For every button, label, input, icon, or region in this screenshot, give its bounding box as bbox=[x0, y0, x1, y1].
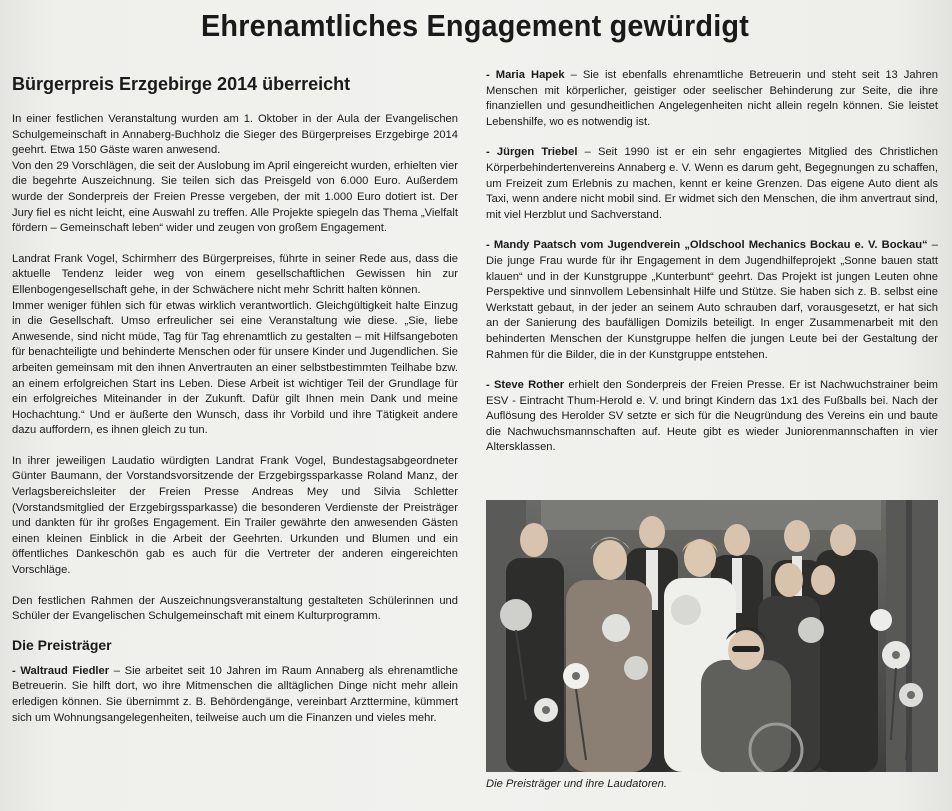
laureate-name: - Steve Rother bbox=[486, 379, 565, 392]
laureate-name: - Mandy Paatsch vom Jugendverein „Oldschool Mechanics Bockau e. V. Bockau“ bbox=[486, 239, 928, 252]
laureate-entry bbox=[486, 68, 938, 130]
laureate-name: - Maria Hapek bbox=[486, 69, 565, 81]
photo-caption: Die Preisträger und ihre Laudatoren. bbox=[486, 778, 667, 790]
paragraph: In einer festlichen Veranstaltung wurden am 1. Oktober in der Aula der Evangelischen Schulgemeinschaft in Annaberg-Buchholz die Sieger des Bürgerpreises Erzgebirge 2014 geehrt. Etwa 150 Gäste waren anwesend. bbox=[12, 113, 458, 157]
laureate-text: – Die junge Frau wurde für ihr Engagement in dem Jugendhilfeprojekt „Sonne bauen statt klauen“ und in der Kunstgruppe „Kunterbunt“ geehrt. Das Projekt ist jungen Leuten ohne Perspektive und sinnvollem Lebensinhalt Hilfe und Stütze. Sie haben sich z. B. selbst eine Werkstatt gebaut, in der jeder an seinem Auto schrauben darf, vorausgesetzt, er hat sich an der Sanierung des baufälligen Domizils beteiligt. In enger Zusammenarbeit mit den behinderten Menschen der Kunstgruppe helfen die jungen Leute bei der Gestaltung der Rahmen für die Bilder, die in der Kunstgruppe entstehen. bbox=[486, 239, 938, 361]
paragraph: Landrat Frank Vogel, Schirmherr des Bürgerpreises, führte in seiner Rede aus, dass die aktuelle Tendenz leider weg von einem gesellschaftlichen Gewissen hin zur Ellenbogengesellschaft gehe, in der Schwächere nicht mehr Schritt halten können. bbox=[12, 252, 458, 296]
laureate-text: – Sie arbeitet seit 10 Jahren im Raum Annaberg als ehrenamtliche Betreuerin. Sie hilft dort, wo ihre Mitmenschen die alltäglichen Dinge nicht mehr allein erledigen können. Sie übernimmt z. B. Behördengänge, vereinbart Arzttermine, kümmert sich um Wohnungsangelegenheiten, teilweise auch um die Finanzen und vieles mehr. bbox=[12, 664, 458, 724]
laureate-entry bbox=[486, 238, 938, 363]
laureate-entry bbox=[12, 664, 458, 726]
group-photo-illustration bbox=[486, 500, 938, 772]
laureate-text: erhielt den Sonderpreis der Freien Presse. Er ist Nachwuchstrainer beim ESV - Eintracht Thum-Herold e. V. und bringt Kindern das 1x1 des Fußballs bei. Nach der Auflösung des Herolder SV setzte er sich für die Neugründung des Vereins ein und baute die Nachwuchsmannschaften auf. Heute gibt es wieder Juniorenmannschaften in vier Altersklassen. bbox=[486, 379, 939, 454]
headline: Ehrenamtliches Engagement gewürdigt bbox=[201, 8, 749, 43]
section-heading-preistraeger: Die Preisträger bbox=[12, 636, 112, 653]
laureate-name: - Waltraud Fiedler bbox=[12, 664, 110, 677]
left-column bbox=[12, 72, 458, 726]
laureate-name: - Jürgen Triebel bbox=[486, 146, 578, 159]
bleed-right-margin bbox=[942, 0, 952, 811]
group-photo bbox=[486, 500, 938, 772]
laureate-text: – Sie ist ebenfalls ehrenamtliche Betreuerin und steht seit 13 Jahren Menschen mit körperlicher, geistiger oder seelischer Behinderung zur Seite, die ihre finanziellen und gesundheitlichen Angelegenheiten nicht allein regeln können. Sie leistet Lebenshilfe, wo es notwendig ist. bbox=[486, 69, 939, 128]
laureate-text: – Seit 1990 ist er ein sehr engagiertes Mitglied des Christlichen Körperbehindertenvereins Annaberg e. V. Wenn es darum geht, Begegnungen zu schaffen, um Freizeit zum Erlebnis zu machen, kennt er keine Grenzen. Das eigene Auto dient als Taxi, wenn andere nicht mobil sind. Er widmet sich den Menschen, die ihm anvertraut sind, mit viel Herzblut und Sachverstand. bbox=[486, 146, 939, 221]
right-column bbox=[486, 68, 938, 471]
bleed-left-margin bbox=[0, 0, 6, 811]
subheadline: Bürgerpreis Erzgebirge 2014 überreicht bbox=[12, 74, 351, 94]
laureate-entry bbox=[486, 378, 938, 456]
paragraph: In ihrer jeweiligen Laudatio würdigten Landrat Frank Vogel, Bundestagsabgeordneter Günter Baumann, der Vorstandsvorsitzende der Erzgebirgssparkasse Roland Manz, der Verlagsbereichsleiter der Freien Presse Andreas Mey und Silvia Schletter (Vorstandsmitglied der Erzgebirgssparkasse) die besonderen Verdienste der Preisträger und dankten für ihr großes Engagement. Ein Trailer gewährte den anwesenden Gästen einen kleinen Einblick in die Arbeit der Geehrten. Urkunden und Blumen und ein öffentliches Dankeschön gab es auch für die Vertreter der anderen eingereichten Vorschläge. bbox=[12, 454, 458, 577]
paragraph: Von den 29 Vorschlägen, die seit der Auslobung im April eingereicht wurden, erhielten vier die begehrte Auszeichnung. Sie teilen sich das Preisgeld von 6.000 Euro. Außerdem wurde der Sonderpreis der Freien Presse vergeben, der mit 1.000 Euro dotiert ist. Der Jury fiel es nicht leicht, eine Auswahl zu treffen. Alle Projekte spiegeln das Thema „Vielfalt fördern – Gemeinschaft leben“ wider und zeugen von großem Engagement. bbox=[12, 159, 458, 235]
paragraph: Immer weniger fühlen sich für etwas wirklich verantwortlich. Gleichgültigkeit halte Einzug in die Gesellschaft. Umso erfreulicher sei eine Veranstaltung wie diese. „Sie, liebe Anwesende, sind nicht müde, Tag für Tag ehrenamtlich zu gestalten – mit Hilfsangeboten für benachteiligte und behinderte Menschen oder für unsere Kinder und Jugendlichen. Sie arbeiten gemeinsam mit den ihnen Anvertrauten an einer selbstbestimmten Teilhabe bzw. an einem erfolgreichen Start ins Leben. Diese Arbeit ist wichtiger Teil der Grundlage für ein erfolgreiches Miteinander in der Zukunft. Dafür gilt Ihnen mein Dank und meine Hochachtung.“ Und er äußerte den Wunsch, dass ihr Vorbild und ihre Tätigkeit andere dazu auffordern, es ihnen gleich zu tun. bbox=[12, 299, 458, 437]
laureate-entry bbox=[486, 145, 938, 223]
paragraph: Den festlichen Rahmen der Auszeichnungsveranstaltung gestalteten Schülerinnen und Schüler der Evangelischen Schulgemeinschaft mit einem Kulturprogramm. bbox=[12, 594, 458, 623]
